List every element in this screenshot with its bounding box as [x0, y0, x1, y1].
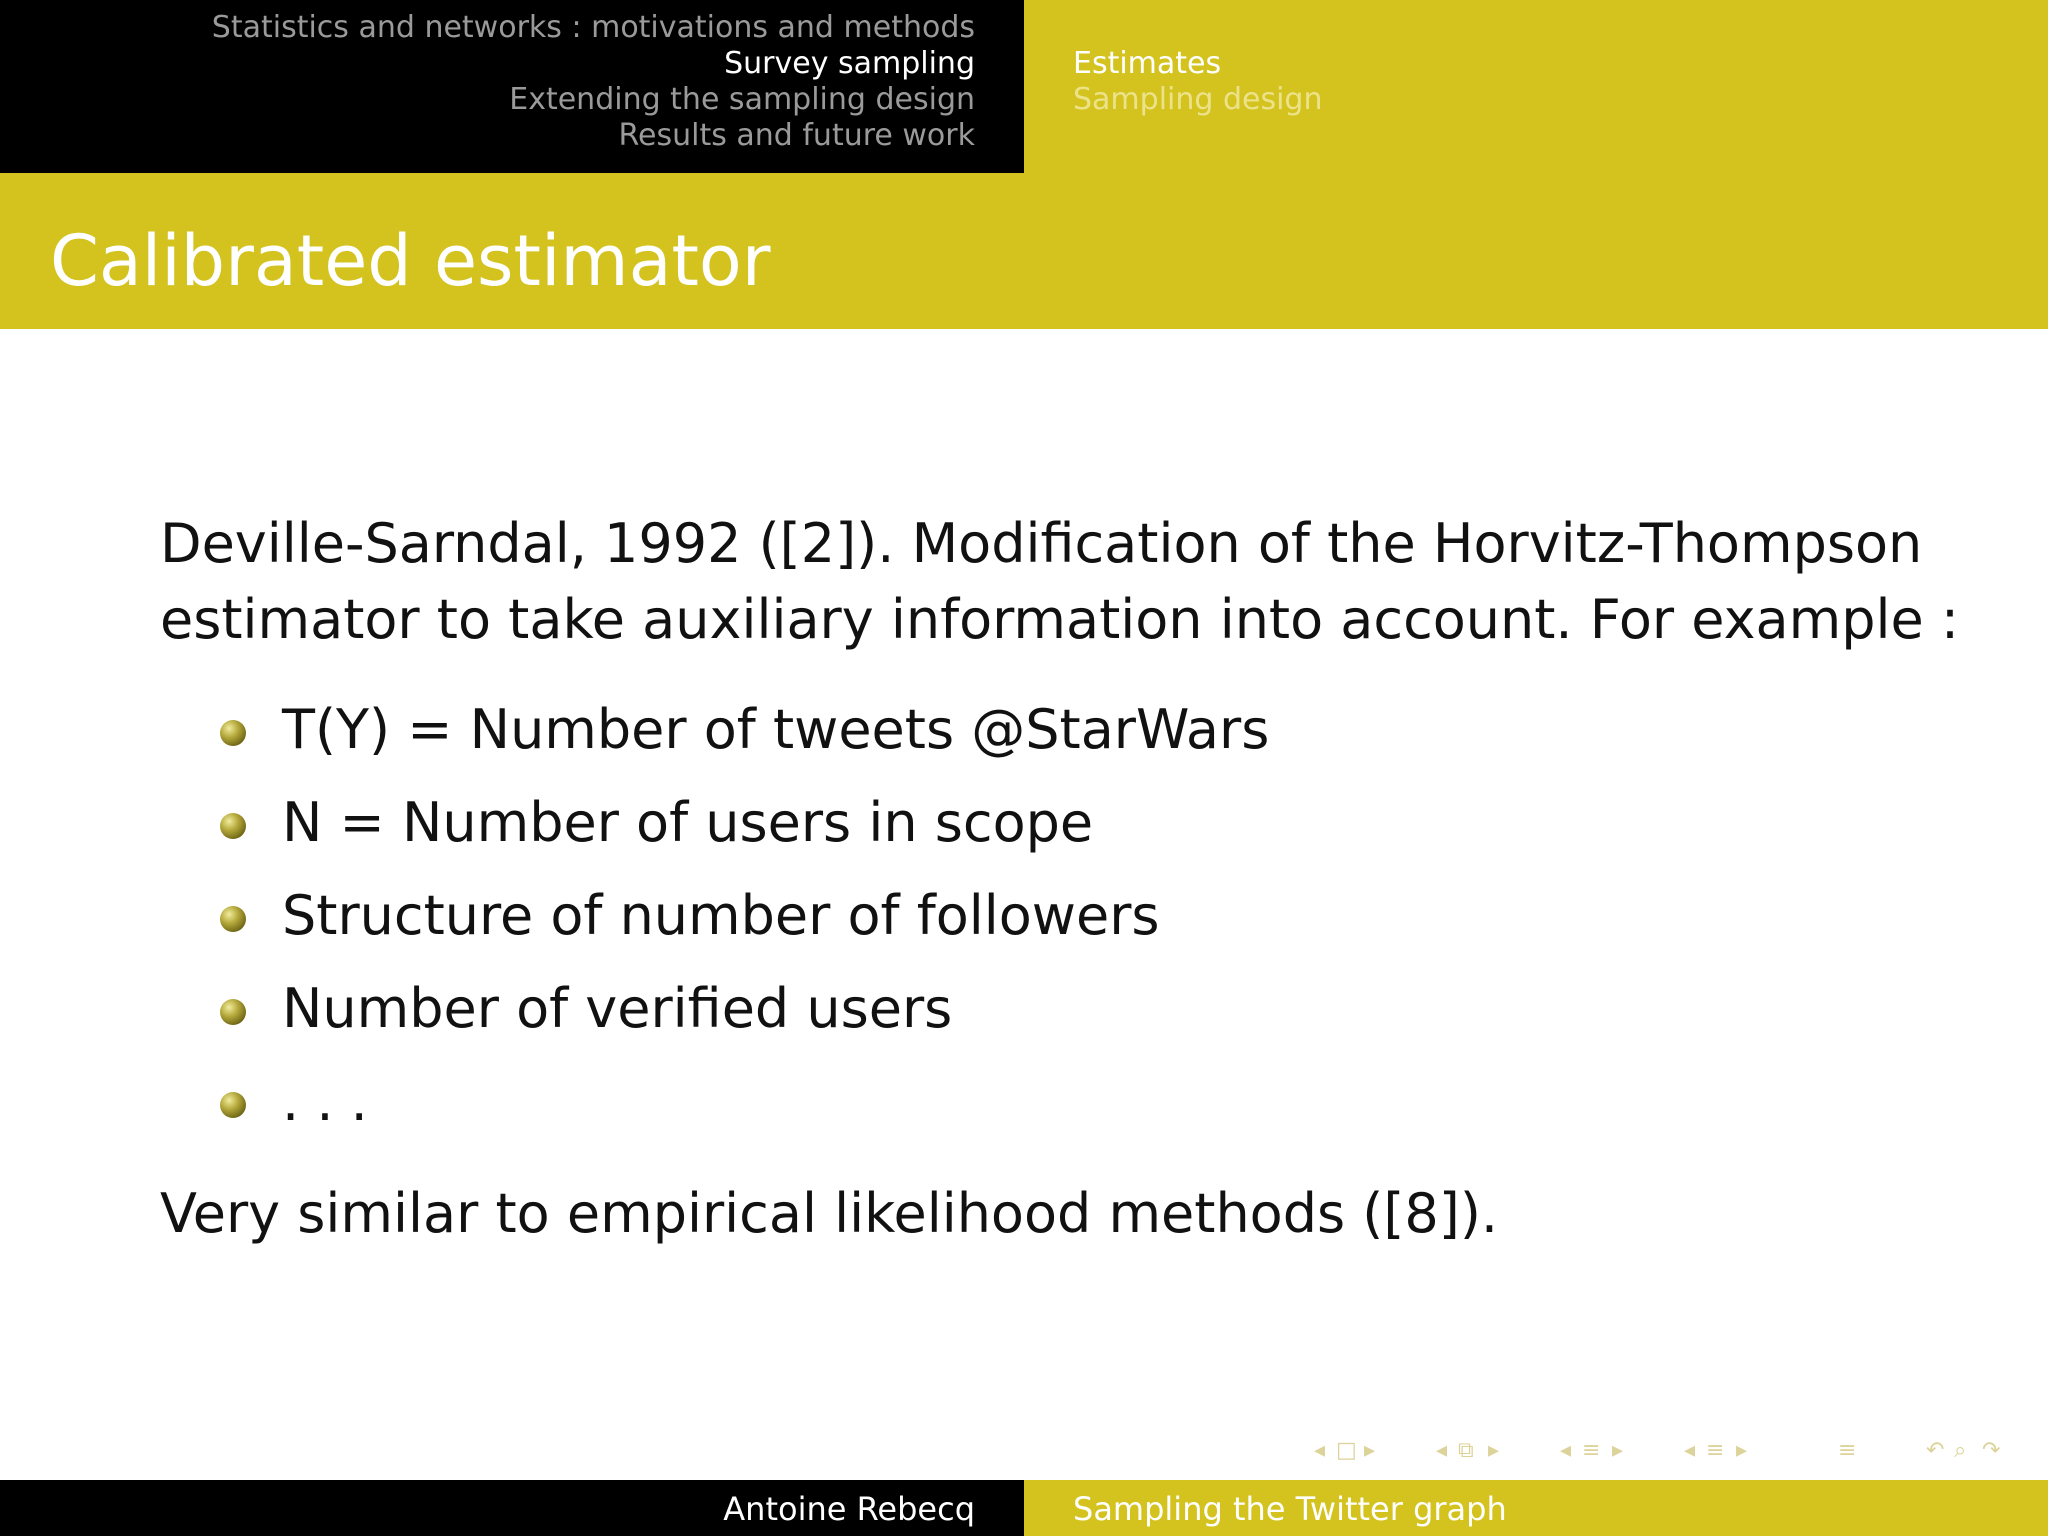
- bullet-text: Number of verified users: [282, 977, 953, 1040]
- bullet-text: N = Number of users in scope: [282, 791, 1094, 854]
- prev-frame-icon[interactable]: ◂: [1314, 1438, 1326, 1463]
- next-part-icon[interactable]: ▸: [1736, 1438, 1748, 1463]
- prev-section-icon[interactable]: ◂: [1560, 1438, 1572, 1463]
- section-icon[interactable]: ≡: [1582, 1438, 1601, 1463]
- bullet-ball-icon: [220, 720, 246, 746]
- toc-icon[interactable]: ≡: [1838, 1438, 1857, 1463]
- next-subsection-icon[interactable]: ▸: [1488, 1438, 1500, 1463]
- nav-subsection-1[interactable]: Estimates: [1073, 46, 1222, 81]
- bullet-ball-icon: [220, 1092, 246, 1118]
- search-icon[interactable]: ⌕: [1954, 1438, 1967, 1463]
- bullet-text: T(Y) = Number of tweets @StarWars: [282, 698, 1270, 761]
- closing-paragraph: Very similar to empirical likelihood methods ([8]).: [160, 1182, 1499, 1245]
- bullet-ball-icon: [220, 906, 246, 932]
- frame-icon[interactable]: □: [1336, 1438, 1357, 1463]
- nav-subsection-2[interactable]: Sampling design: [1073, 82, 1323, 117]
- next-section-icon[interactable]: ▸: [1612, 1438, 1624, 1463]
- nav-section-4[interactable]: Results and future work: [618, 118, 975, 153]
- next-frame-icon[interactable]: ▸: [1364, 1438, 1376, 1463]
- bullet-text: Structure of number of followers: [282, 884, 1160, 947]
- nav-section-1[interactable]: Statistics and networks : motivations and methods: [211, 10, 975, 45]
- footer-talk-title: Sampling the Twitter graph: [1073, 1490, 1507, 1528]
- subsection-icon[interactable]: ⧉: [1458, 1438, 1474, 1463]
- footer-author: Antoine Rebecq: [723, 1490, 975, 1528]
- intro-paragraph: Deville-Sarndal, 1992 ([2]). Modification of the Horvitz-Thompson estimator to take auxiliary information into account. For example :: [160, 512, 1960, 651]
- nav-section-3[interactable]: Extending the sampling design: [509, 82, 975, 117]
- prev-subsection-icon[interactable]: ◂: [1436, 1438, 1448, 1463]
- part-icon[interactable]: ≡: [1706, 1438, 1725, 1463]
- bullet-ball-icon: [220, 999, 246, 1025]
- bullet-text: . . .: [282, 1070, 368, 1133]
- bullet-ball-icon: [220, 813, 246, 839]
- forward-icon[interactable]: ↷: [1982, 1438, 2001, 1463]
- prev-part-icon[interactable]: ◂: [1684, 1438, 1696, 1463]
- back-icon[interactable]: ↶: [1926, 1438, 1945, 1463]
- nav-section-2[interactable]: Survey sampling: [724, 46, 975, 81]
- frame-title: Calibrated estimator: [50, 220, 771, 302]
